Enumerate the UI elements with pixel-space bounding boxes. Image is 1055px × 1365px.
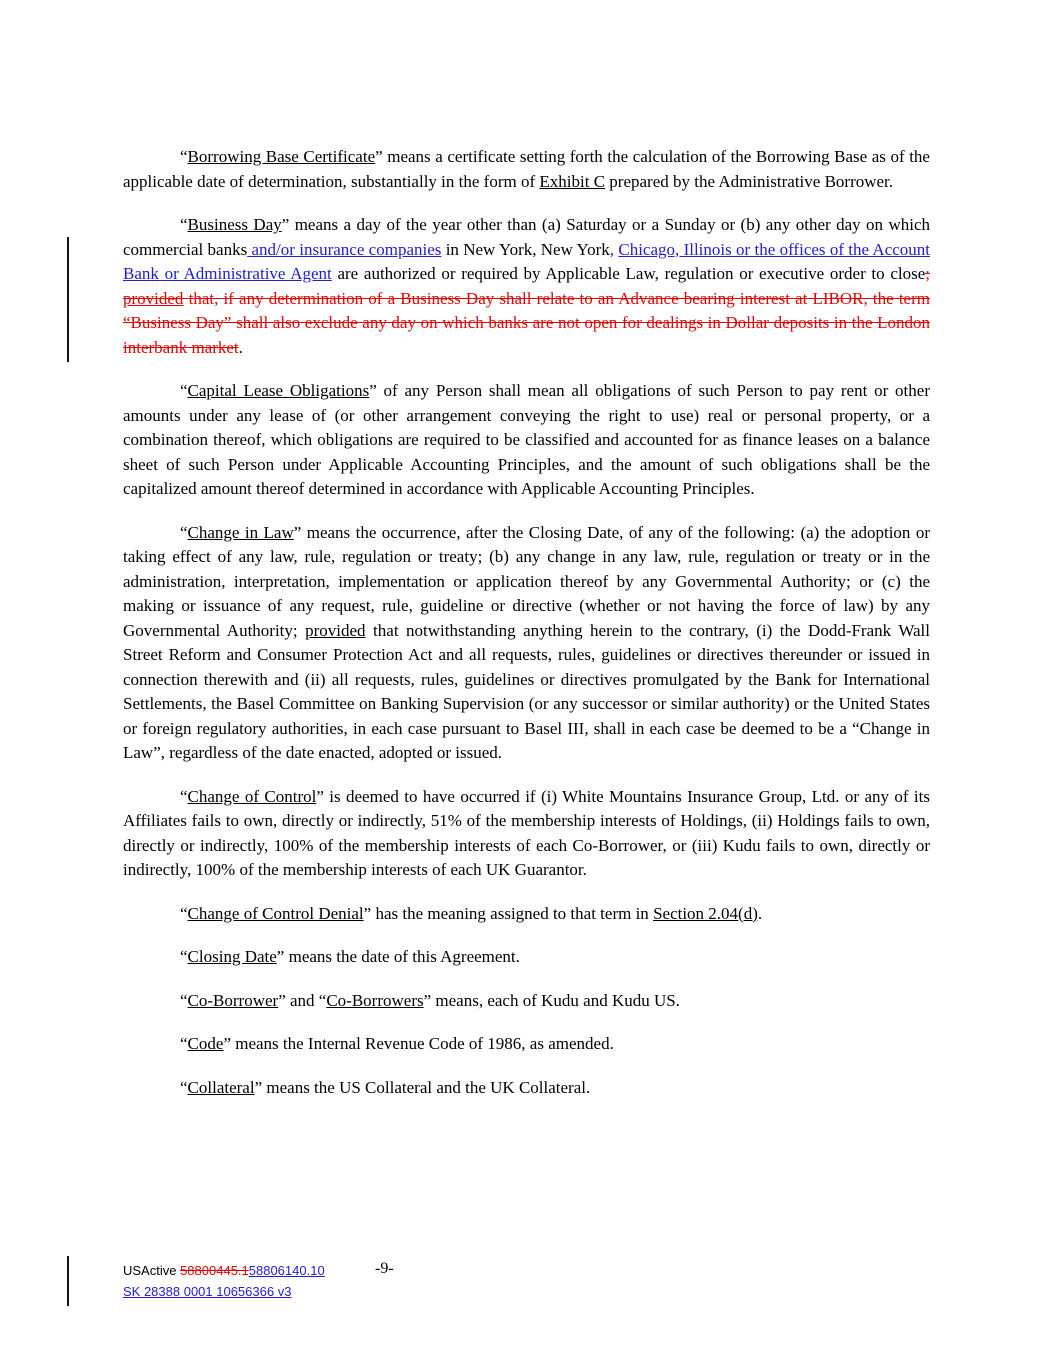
text-run: “ — [180, 786, 188, 806]
text-run: that notwithstanding anything herein to the contrary, (i) the Dodd-Frank Wall Street Reform and Consumer Protection Act and all requests, rules, guidelines or directives thereunder or issued in connection therewith and (ii) all requests, rules, guidelines or directives promulgated by the Bank for International Settlements, the Basel Committee on Banking Supervision (or any successor or similar authority) or the United States or foreign regulatory authorities, in each case pursuant to Basel III, shall in each case be deemed to be a “Change in Law”, regardless of the date enacted, adopted or issued. — [123, 620, 930, 762]
document-body — [123, 145, 930, 1119]
text-run: ” and “ — [278, 990, 327, 1010]
paragraph-change-of-control-denial — [123, 902, 930, 927]
text-run: provided — [123, 288, 184, 308]
page-number: -9- — [375, 1260, 394, 1277]
text-run: . — [757, 903, 763, 923]
paragraph-collateral — [123, 1076, 930, 1101]
text-run: in New York, New York — [441, 239, 610, 259]
text-run: “ — [180, 1034, 188, 1053]
text-run: “ — [180, 903, 188, 923]
text-run: Change in Law — [187, 522, 294, 542]
paragraph-capital-lease-obligations — [123, 379, 930, 502]
text-run: prepared by the Administrative Borrower. — [605, 171, 894, 191]
paragraph-borrowing-base-certificate — [123, 145, 930, 194]
text-run: 58806140.10 — [248, 1263, 325, 1278]
text-run: provided — [305, 620, 366, 640]
text-run: ” is deemed to have occurred if (i) White Mountains Insurance Group, Ltd. or any of its Affiliates fails to own, directly or indirectly, 51% of the membership interests of Holdings, (ii) Holdings fails to own, directly or indirectly, 100% of the membership interests of each Co-Borrower, or (iii) Kudu fails to own, directly or indirectly, 100% of the membership interests of each UK Guarantor. — [123, 786, 930, 879]
footer-line-2 — [123, 1281, 930, 1302]
text-run: “ — [180, 215, 188, 234]
text-run: SK 28388 0001 10656366 v3 — [123, 1284, 292, 1299]
footer-reference-number — [123, 1284, 291, 1299]
text-run: Chicago, Illinois or the offices of the Account Bank or Administrative Agent — [123, 239, 931, 283]
text-run: Co-Borrower — [187, 990, 279, 1010]
text-run: Closing Date — [187, 947, 277, 966]
footer-change-bar — [67, 1256, 69, 1306]
paragraph-change-of-control — [123, 785, 930, 883]
text-run: . — [238, 337, 243, 357]
text-run: “ — [180, 1077, 188, 1097]
text-run: ” means the Internal Revenue Code of 1986, as amended. — [223, 1034, 614, 1053]
text-run: “ — [180, 381, 188, 400]
text-run: “ — [180, 522, 188, 542]
footer-doc-id — [123, 1263, 325, 1278]
text-run: and/or insurance companies — [247, 239, 442, 259]
text-run: ” means a certificate setting forth the calculation of the Borrowing Base as of the applicable date of determination, substantially in the form of — [123, 147, 930, 191]
page-footer — [123, 1260, 930, 1302]
text-run: “ — [180, 947, 188, 966]
paragraph-code — [123, 1032, 930, 1057]
text-run: that, if any determination of a Business Day shall relate to an Advance bearing interest at LIBOR, the term “Business Day” shall also exclude any day on which banks are not open for dealings in Dollar deposits in the London interbank market — [123, 288, 930, 357]
text-run: Collateral — [187, 1077, 255, 1097]
text-run: Exhibit C — [539, 171, 606, 191]
text-run: Co-Borrowers — [326, 990, 424, 1010]
footer-line-1 — [123, 1260, 930, 1281]
text-run: ” means the US Collateral and the UK Collateral. — [254, 1077, 591, 1097]
text-run: ; — [925, 264, 930, 283]
text-run: “ — [180, 990, 188, 1010]
text-run: ” means the date of this Agreement. — [276, 947, 520, 966]
text-run: Borrowing Base Certificate — [187, 147, 376, 166]
text-run: Code — [187, 1034, 224, 1053]
text-run: USActive — [123, 1263, 181, 1278]
text-run: ” means, each of Kudu and Kudu US. — [423, 990, 680, 1010]
text-run: Change of Control Denial — [187, 903, 364, 923]
text-run: ” means the occurrence, after the Closing Date, of any of the following: (a) the adoption or taking effect of any law, rule, regulation or treaty; (b) any change in any law, rule, regulation or treaty or in the administration, interpretation, implementation or application thereof by any Governmental Authority; or (c) the making or issuance of any request, rule, guideline or directive (whether or not having the force of law) by any Governmental Authority; — [123, 522, 931, 640]
paragraph-closing-date — [123, 945, 930, 970]
text-run: ” means a day of the year other than (a) Saturday or a Sunday or (b) any other day on which commercial banks — [123, 215, 931, 259]
text-run: , — [609, 239, 615, 259]
text-run: Change of Control — [187, 786, 317, 806]
text-run: Section 2.04(d) — [653, 903, 758, 923]
paragraph-co-borrower — [123, 989, 930, 1014]
text-run: ” of any Person shall mean all obligations of such Person to pay rent or other amounts under any lease of (or other arrangement conveying the right to use) real or personal property, or a combination thereof, which obligations are required to be classified and accounted for as finance leases on a balance sheet of such Person under Applicable Accounting Principles, and the amount of such obligations shall be the capitalized amount thereof determined in accordance with Applicable Accounting Principles. — [123, 381, 930, 498]
text-run: are authorized or required by Applicable Law, regulation or executive order to close — [331, 264, 926, 283]
paragraph-change-in-law — [123, 521, 930, 766]
text-run: ” has the meaning assigned to that term in — [363, 903, 654, 923]
text-run: 58800445.1 — [180, 1263, 249, 1278]
paragraph-business-day — [123, 213, 930, 360]
text-run: Capital Lease Obligations — [187, 381, 370, 400]
text-run: “ — [180, 147, 188, 166]
text-run: Business Day — [187, 215, 282, 234]
